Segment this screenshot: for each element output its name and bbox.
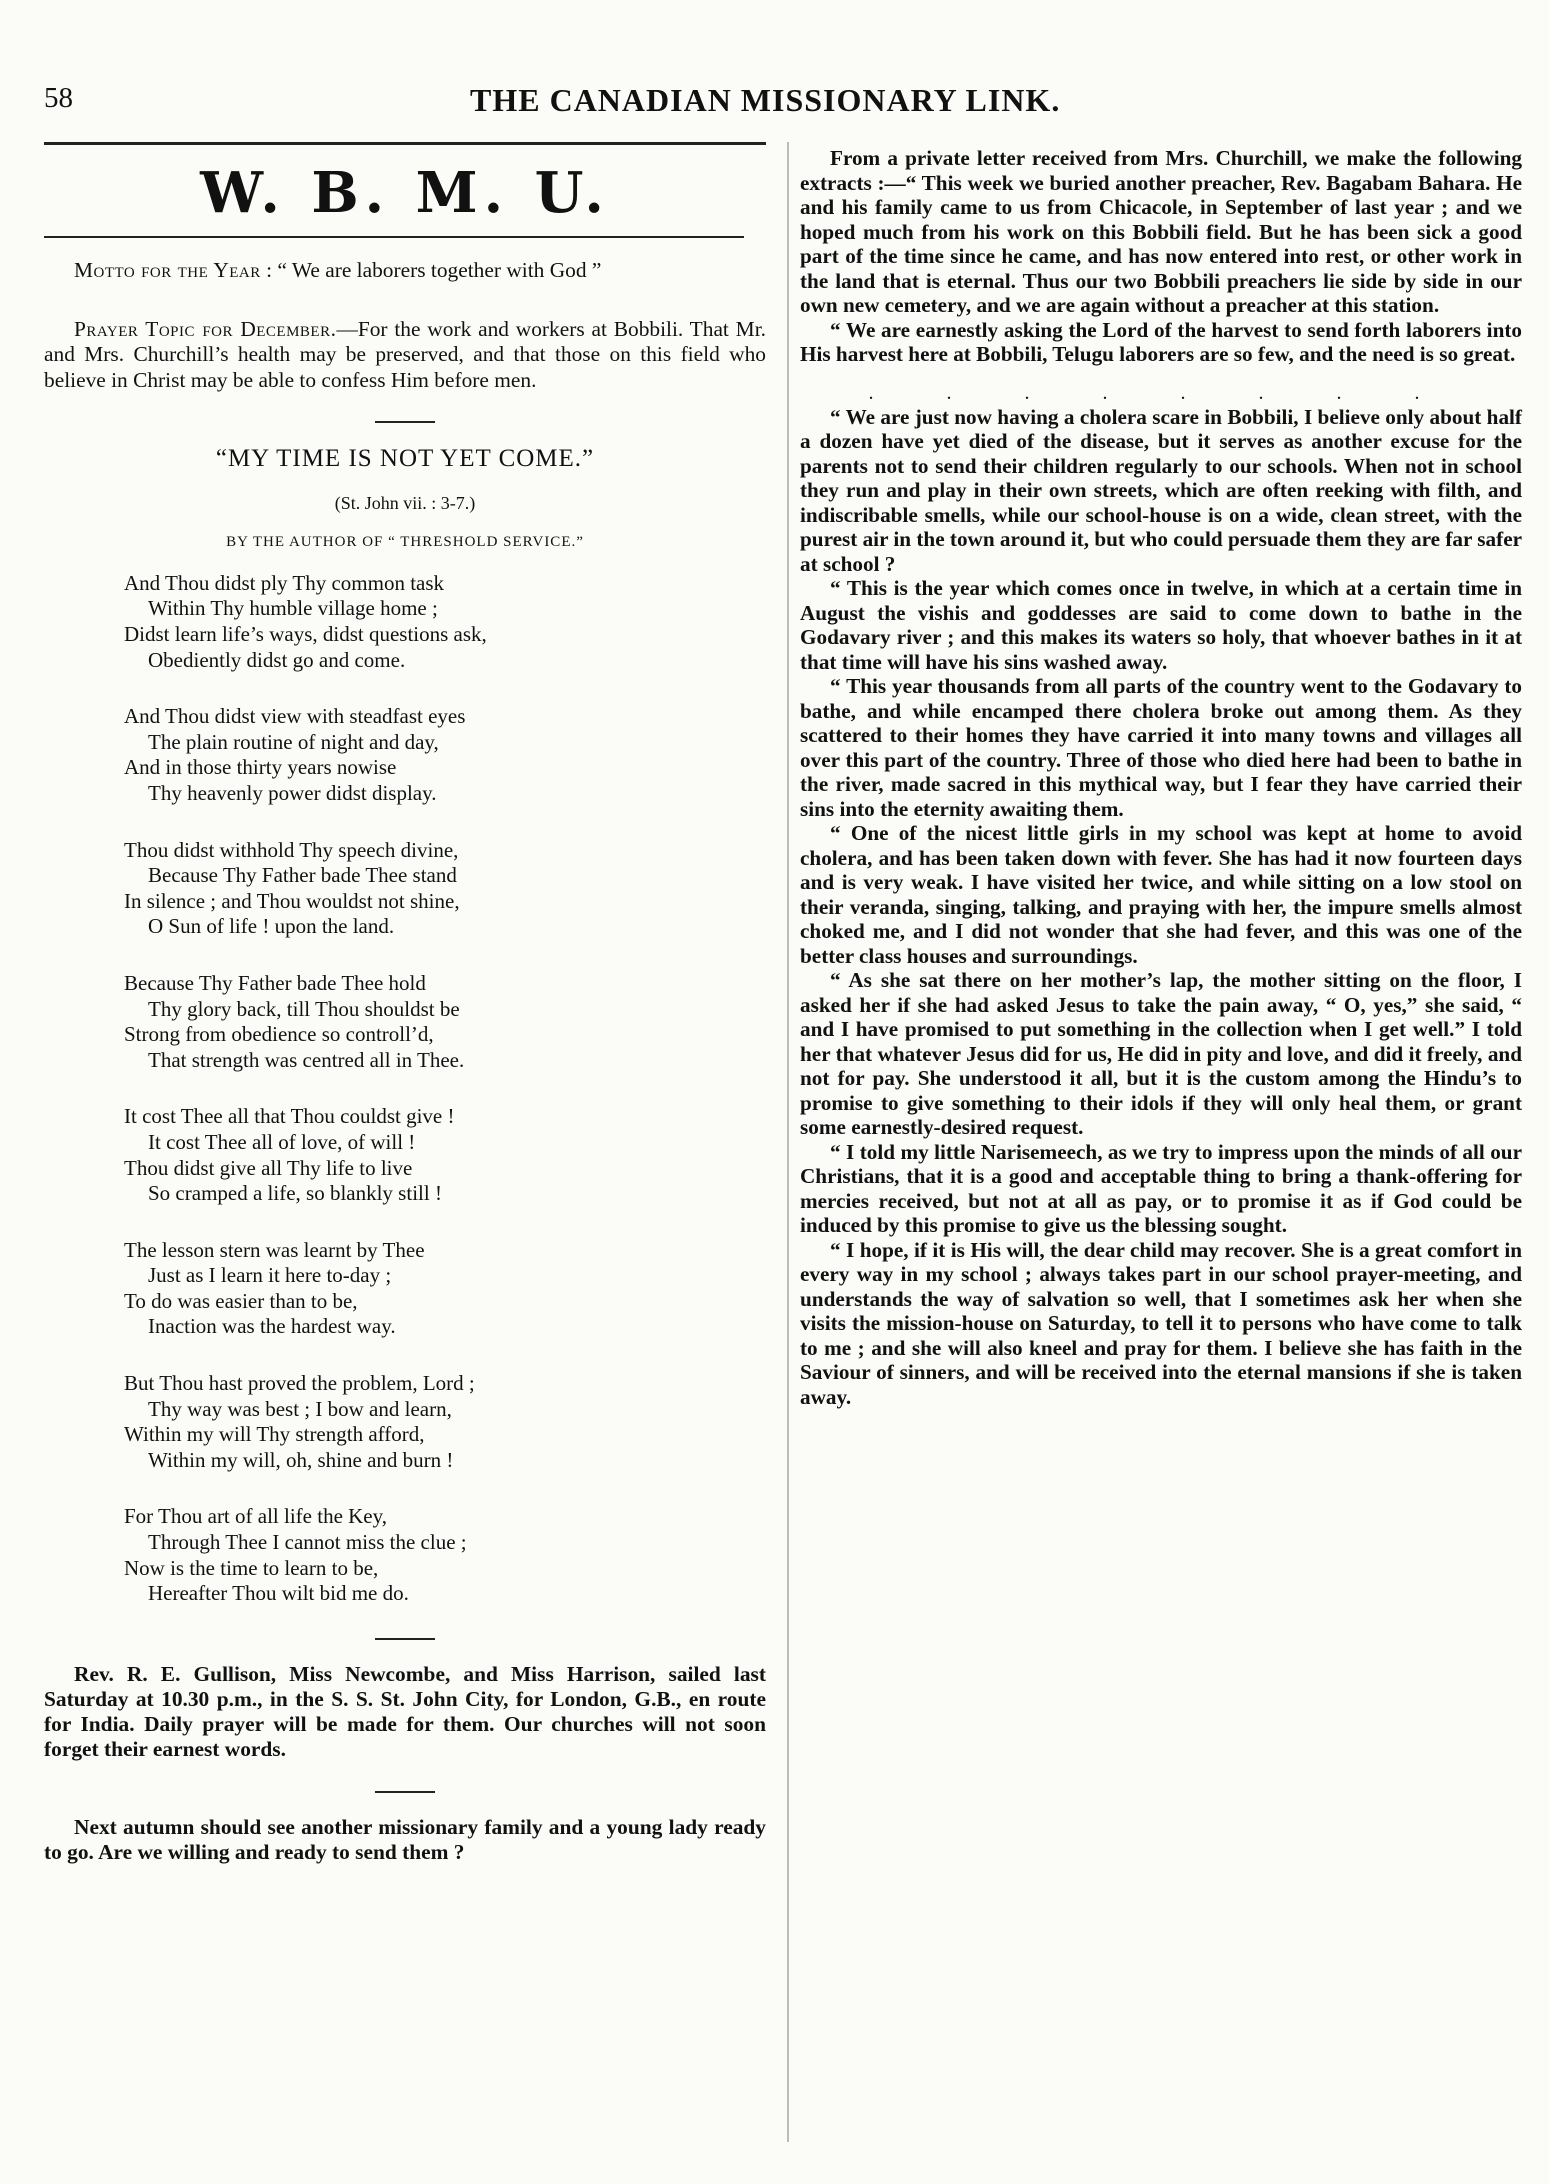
- poem-line: Strong from obedience so controll’d,: [124, 1022, 434, 1047]
- poem-line: Through Thee I cannot miss the clue ;: [148, 1530, 467, 1555]
- prayer-topic-text: —For the work and workers at Bobbili. That Mr. and Mrs. Churchill’s health may be preserved, and that those on this field who believe in Christ may be able to confess Him before men.: [44, 317, 766, 392]
- prayer-topic-paragraph: [44, 317, 766, 393]
- spacer: [44, 283, 766, 317]
- poem-line: That strength was centred all in Thee.: [148, 1047, 465, 1072]
- page-number: 58: [44, 82, 73, 114]
- poem-line: Thy heavenly power didst display.: [148, 780, 437, 805]
- poem-line: To do was easier than to be,: [124, 1288, 358, 1313]
- poem-line: Because Thy Father bade Thee hold: [124, 970, 426, 995]
- poem-stanza: [124, 704, 766, 806]
- next-autumn-notice: Next autumn should see another missionary family and a young lady ready to go. Are we willing and ready to send them ?: [44, 1814, 766, 1864]
- sailing-notice: Rev. R. E. Gullison, Miss Newcombe, and Miss Harrison, sailed last Saturday at 10.30 p.m., in the S. S. St. John City, for London, G.B., en route for India. Daily prayer will be made for them. Our churches will not soon forget their earnest words.: [44, 1661, 766, 1762]
- poem-line: Thy way was best ; I bow and learn,: [148, 1396, 452, 1421]
- letter-paragraph: From a private letter received from Mrs. Churchill, we make the following extracts :—“ This week we buried another preacher, Rev. Bagabam Bahara. He and his family came to us from Chicacole, in September of last year ; and we hoped much from his work on this Bobbili field. But he has been sick a good part of the time since he came, and has now entered into rest, or other work in the land that is eternal. Thus our two Bobbili preachers lie side by side in our own new cemetery, and we are again without a preacher at this station.: [800, 146, 1522, 317]
- letter-paragraph: “ We are just now having a cholera scare in Bobbili, I believe only about half a dozen have yet died of the disease, but it serves as another excuse for the parents not to send their children regularly to our schools. When not in school they run and play in their own streets, which are often reeking with filth, and indiscribable smells, while our school-house is on a wide, clean street, with the purest air in the town around it, but who could persuade them they are far safer at school ?: [800, 404, 1522, 576]
- column-divider: [787, 142, 789, 2142]
- motto-label: Motto for the Year: [74, 258, 261, 282]
- poem-line: Thou didst give all Thy life to live: [124, 1155, 413, 1180]
- header-rule: [44, 142, 766, 145]
- letter-paragraph: “ I told my little Narisemeech, as we try to impress upon the minds of all our Christians, that it is a good and acceptable thing to bring a thank-offering for mercies received, but not at all as pay, or to promise it as if God could be induced by this promise to give us the blessing sought.: [800, 1139, 1522, 1237]
- poem-line: Within my will, oh, shine and burn !: [148, 1447, 454, 1472]
- poem-stanza: [124, 571, 766, 673]
- poem-line: And Thou didst ply Thy common task: [124, 570, 445, 595]
- poem-stanza: [124, 971, 766, 1073]
- prayer-topic-label: Prayer Topic for December.: [74, 317, 337, 342]
- poem-line: Inaction was the hardest way.: [148, 1314, 396, 1339]
- letter-paragraph: “ This year thousands from all parts of the country went to the Godavary to bathe, and while encamped there cholera broke out among them. As they scattered to their homes they have carried it into many towns and villages all over this part of the country. Three of those who died here had been to bathe in the river, made sacred in this mythical way, but I fear they have carried their sins into the eternity awaiting them.: [800, 674, 1522, 821]
- poem-line: Hereafter Thou wilt bid me do.: [148, 1581, 409, 1606]
- poem-stanza: [124, 1371, 766, 1473]
- separator-rule: [375, 1638, 435, 1640]
- letter-paragraph: “ One of the nicest little girls in my school was kept at home to avoid cholera, and has been taken down with fever. She has had it now fourteen days and is very weak. I have visited her twice, and while sitting on a low stool on their veranda, singing, talking, and praying with her, the impure smells almost choked me, and I did not wonder that she had fever, and this was one of the better class houses and surroundings.: [800, 821, 1522, 968]
- separator-rule: [375, 421, 435, 423]
- poem-line: So cramped a life, so blankly still !: [148, 1181, 442, 1206]
- poem-line: O Sun of life ! upon the land.: [148, 914, 395, 939]
- poem-line: The plain routine of night and day,: [148, 729, 439, 754]
- poem-line: And in those thirty years nowise: [124, 755, 397, 780]
- poem-line: And Thou didst view with steadfast eyes: [124, 704, 466, 729]
- poem-line: Thou didst withhold Thy speech divine,: [124, 837, 459, 862]
- poem-line: Within my will Thy strength afford,: [124, 1422, 425, 1447]
- poem-stanza: [124, 1504, 766, 1606]
- letter-paragraph: “ As she sat there on her mother’s lap, the mother sitting on the floor, I asked her if she had asked Jesus to take the pain away, “ O, yes,” she said, “ and I have promised to put something in the collection when I get well.” I told her that whatever Jesus did for us, He did in pity and love, and did it freely, and not for pay. She understood it all, but it is the custom among the Hindu’s to promise to give something to their idols if they will only heal them, or grant some earnestly-desired request.: [800, 968, 1522, 1139]
- poem-line: Because Thy Father bade Thee stand: [148, 863, 457, 888]
- poem-body: [44, 571, 766, 1607]
- poem-title: “MY TIME IS NOT YET COME.”: [215, 444, 595, 472]
- poem-line: It cost Thee all of love, of will !: [148, 1129, 416, 1154]
- letter-paragraph: “ We are earnestly asking the Lord of the harvest to send forth laborers into His harvest here at Bobbili, Telugu laborers are so few, and the need is so great.: [800, 317, 1522, 366]
- poem-line: Within Thy humble village home ;: [148, 596, 438, 621]
- section-title: W. B. M. U.: [200, 160, 610, 226]
- ellipsis-dots: . . . . . . . .: [868, 381, 1454, 404]
- letter-paragraph: “ This is the year which comes once in twelve, in which at a certain time in August the vishis and goddesses are said to come down to bathe in the Godavary river ; and this makes its waters so holy, that whoever bathes in it at that time will have his sins washed away.: [800, 576, 1522, 674]
- poem-line: Now is the time to learn to be,: [124, 1555, 379, 1580]
- poem-stanza: [124, 1238, 766, 1340]
- poem-stanza: [124, 1104, 766, 1206]
- motto-paragraph: [44, 258, 766, 283]
- poem-reference: (St. John vii. : 3-7.): [334, 492, 476, 513]
- poem-line: Didst learn life’s ways, didst questions ask,: [124, 622, 487, 646]
- letter-paragraph: “ I hope, if it is His will, the dear child may recover. She is a great comfort in every way in my school ; always takes part in our school prayer-meeting, and understands the way of salvation so well, that I sometimes ask her when she visits the mission-house on Saturday, to tell it to persons who have come to talk to me ; and she will also kneel and pray for them. I believe she has faith in the Saviour of sinners, and will be received into the eternal mansions if she is taken away.: [800, 1237, 1522, 1409]
- right-column: [800, 146, 1522, 1409]
- poem-line: But Thou hast proved the problem, Lord ;: [124, 1371, 475, 1396]
- poem-line: For Thou art of all life the Key,: [124, 1504, 388, 1529]
- poem-line: The lesson stern was learnt by Thee: [124, 1237, 425, 1262]
- poem-line: Obediently didst go and come.: [148, 647, 406, 672]
- separator-rule: [375, 1791, 435, 1793]
- poem-line: In silence ; and Thou wouldst not shine,: [124, 888, 460, 913]
- running-head: THE CANADIAN MISSIONARY LINK.: [470, 82, 1061, 118]
- poem-line: Thy glory back, till Thou shouldst be: [148, 996, 460, 1021]
- motto-text: : “ We are laborers together with God ”: [266, 258, 602, 282]
- poem-author: BY THE AUTHOR OF “ THRESHOLD SERVICE.”: [226, 533, 584, 550]
- poem-stanza: [124, 838, 766, 940]
- poem-line: Just as I learn it here to-day ;: [148, 1263, 392, 1288]
- poem-line: It cost Thee all that Thou couldst give !: [124, 1104, 455, 1129]
- title-rule: [44, 236, 744, 238]
- left-column: [44, 150, 766, 1865]
